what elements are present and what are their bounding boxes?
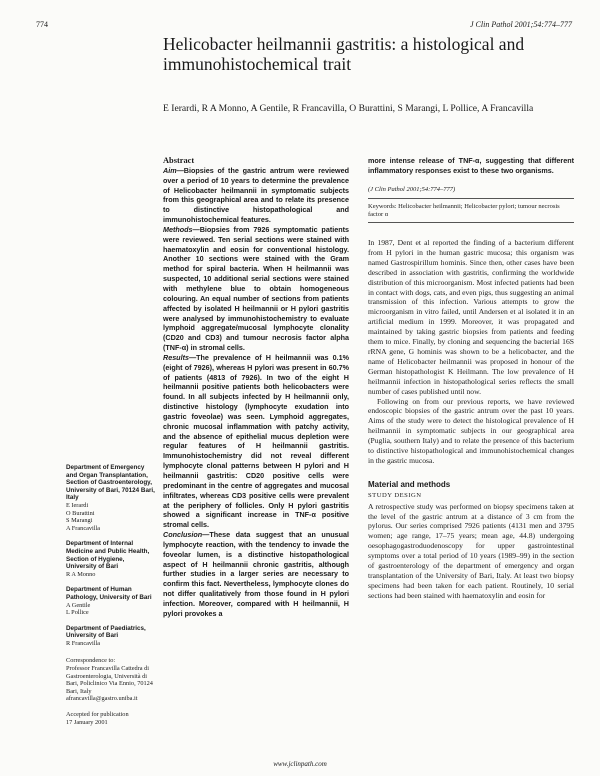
accepted-label: Accepted for publication [66,711,129,719]
results-label: Results— [163,352,197,362]
affiliation-names: R A Monno [66,570,96,578]
affiliation-names: R Francavilla [66,639,101,647]
affiliation-dept: Department of Internal Medicine and Public Health, Section of Hygiene, University of Bari [66,540,150,571]
journal-reference: J Clin Pathol 2001;54:774–777 [470,20,572,29]
affiliation-dept: Department of Paediatrics, University of Bari [66,624,146,640]
body-paragraph: A retrospective study was performed on biopsy specimens taken at the level of the gastric antrum at a distance of 3 cm from the pylorus. Our series comprised 7926 patients (4131 men and 3795 women; age range, 17–75 years; mean age, 44.8) undergoing oesophagogastroduodenoscopy for upper gastrointestinal symptoms over a total period of 10 years (1989–99) in the section of gastroenterology of the department of emergency and organ transplantation of the University of Bari, Italy. At least two biopsy specimens had been taken for each patient. Routinely, 10 serial sections had been stained with haematoxylin and eosin for [368,501,574,600]
correspondence-label: Correspondence to: [66,657,116,665]
divider [368,222,574,223]
conclusion-text: These data suggest that an unusual lymphocyte reaction, with the tendency to invade the foveolar lumen, is a distinctive histopathological aspect of H heilmannii chronic gastritis, although further studies in a larger series are necessary to confirm this fact. Nevertheless, lymphocyte clones do not differ qualitatively from those found in H pylori infection. Moreover, compared with H heilmannii, H pylori provokes a [163,530,349,618]
journal-url: www.jclinpath.com [273,760,327,768]
accepted-block [66,711,156,726]
abstract-heading: Abstract [163,156,195,165]
keywords: Keywords: Helicobacter heilmannii; Helicobacter pylori; tumour necrosis factor α [368,203,560,218]
divider [368,198,574,199]
abstract-aim [163,166,349,225]
affiliation-names: A Gentile L Pollice [66,601,91,617]
abstract-methods [163,225,349,353]
aim-text: Biopsies of the gastric antrum were reviewed over a period of 10 years to determine the prevalence of Helicobacter heilmannii in symptomatic subjects from this geographical area and to relate its presence to distinctive histopathological and immunohistochemical features. [163,165,349,225]
affiliation-block [66,464,156,532]
affiliation-block [66,540,156,578]
author-list: E Ierardi, R A Monno, A Gentile, R Francavilla, O Burattini, S Marangi, L Pollice, A Francavilla [163,103,534,114]
body-paragraph: In 1987, Dent et al reported the finding of a bacterium different from H pylori in the human gastric mucosa; this organism was named Gastrospirillum hominis. Since then, other cases have been described in association with gastritis, confirming the worldwide distribution of this microorganism. Most infected patients had been in contact with dogs, cats, and even pigs, thus suggesting an animal transmission of this infection. Various attempts to grow the microorganism in vitro failed, until Andersen et al isolated it in an artificial medium in 1999. Moreover, it was propagated and maintained by taking gastric biopsies from patients and feeding them to mice. Finally, by cloning and sequencing the bacterial 16S rRNA gene, G hominis was shown to be a helicobacter, and the name of Helicobacter heilmannii was proposed in honour of the German histopathologist K Heilmann. The low prevalence of H heilmannii infection in histopathological series reflects the small number of cases published until now. [368,238,574,396]
affiliation-dept: Department of Emergency and Organ Transplantation, Section of Gastroenterology, University of Bari, 70124 Bari, Italy [66,464,155,502]
methods-label: Methods— [163,224,200,234]
affiliation-list [66,464,156,734]
affiliation-block [66,625,156,648]
abstract-results [163,353,349,530]
citation: (J Clin Pathol 2001;54:774–777) [368,186,456,193]
accepted-date: 17 January 2001 [66,718,108,726]
aim-label: Aim— [163,165,184,175]
abstract-conclusion [163,530,349,619]
correspondence-block [66,657,156,703]
body-text [368,238,574,601]
affiliation-block [66,586,156,616]
body-paragraph: Following on from our previous reports, we have reviewed endoscopic biopsies of the gastric antrum over the past 10 years. Aims of the study were to detect the histological prevalence of H heilmannii in symptomatic subjects in our geographical area (Puglia, southern Italy) and to relate the presence of this bacterium to distinctive histopathological and immunohistochemical changes in the gastric mucosa. [368,396,574,465]
results-text: The prevalence of H heilmannii was 0.1% (eight of 7926), whereas H pylori was present in 60.7% of patients (4813 of 7926). In two of the eight H heilmannii positive patients both helicobacters were found. In all subjects infected by H heilmannii only, distinctive histology (lymphocyte exudation into gastric foveolae) was seen. Lymphoid aggregates, chronic mucosal inflammation with patchy activity, and the absence of epithelial mucus depletion were regular features of H heilmannii gastritis. Immunohistochemistry did not reveal different lymphocyte clonal patterns between H pylori and H heilmannii gastritis: CD20 positive cells were predominant in the centre of aggregates and mucosal infiltrates, whereas CD3 positive cells were prevalent at the periphery of follicles. Only H pylori gastritis showed a significant increase in TNF-α positive stromal cells. [163,352,349,530]
section-heading: Material and methods [368,479,451,489]
article-title: Helicobacter heilmannii gastritis: a histological and immunohistochemical trait [163,34,525,74]
page-number: 774 [36,20,48,29]
conclusion-label: Conclusion— [163,530,210,540]
affiliation-dept: Department of Human Pathology, University of Bari [66,586,152,601]
subsection-heading: STUDY DESIGN [368,491,422,499]
abstract [163,156,349,619]
abstract-continued: more intense release of TNF-α, suggesting that different inflammatory responses exist to these two organisms. [368,156,574,175]
affiliation-names: E Ierardi O Burattini S Marangi A Francavilla [66,501,101,532]
correspondence-text: Professor Francavilla Cattedra di Gastroenterologia, Università di Bari, Policlinico Via Ennio, 70124 Bari, Italy afrancavilla@gastro.uniba.it [66,665,153,703]
methods-text: Biopsies from 7926 symptomatic patients were reviewed. Ten serial sections were stained with haematoxylin and eosin for conventional histology. Another 10 sections were stained with the Gram method for spiral bacteria. When H heilmannii was suspected, 10 additional serial sections were stained with methylene blue to obtain homogeneous colouring. An equal number of sections from patients affected by isolated H heilmannii or H pylori gastritis were analysed by immunohistochemistry to evaluate lymphoid aggregate/mucosal lymphocyte clonality (CD20 and CD3) and tumour necrosis factor alpha (TNF-α) in stromal cells. [163,224,349,353]
